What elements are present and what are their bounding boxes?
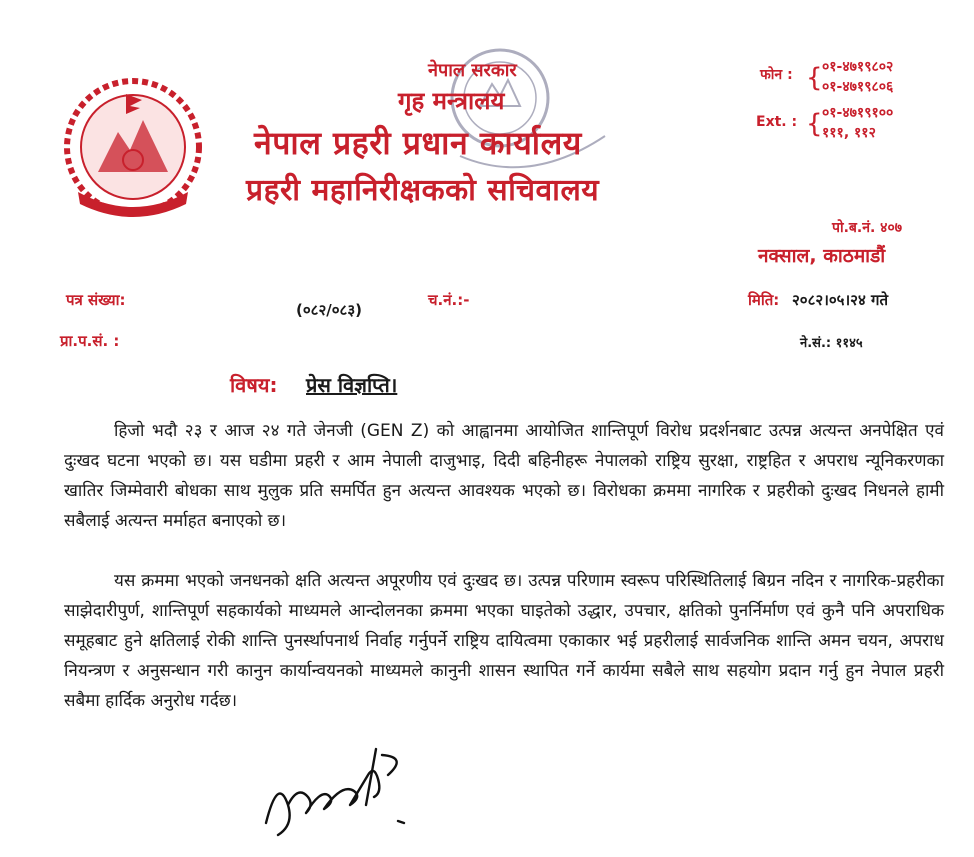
office-title: नेपाल प्रहरी प्रधान कार्यालय <box>254 124 582 162</box>
phone-label: फोन : <box>760 67 793 83</box>
govt-label: नेपाल सरकार <box>428 60 517 81</box>
ext-brace: { <box>806 109 823 139</box>
phone-1: ०१-४७१९८०२ <box>822 59 894 75</box>
ns-label: ने.सं.: ११४५ <box>800 336 863 351</box>
secretariat-title: प्रहरी महानिरीक्षकको सचिवालय <box>246 173 600 208</box>
body-paragraph-2 <box>64 566 944 716</box>
date-label: मिति: <box>748 291 780 309</box>
signature <box>258 735 428 845</box>
nepal-emblem <box>58 72 208 222</box>
ext-1: ०१-४७१९१०० <box>822 105 894 121</box>
body-paragraph-1 <box>64 416 944 536</box>
prapa-label: प्रा.प.सं. : <box>60 332 120 350</box>
ministry-label: गृह मन्त्रालय <box>398 87 505 115</box>
phone-brace: { <box>806 63 823 93</box>
po-box: पो.ब.नं. ४०७ <box>832 220 903 236</box>
body-text-2: यस क्रममा भएको जनधनको क्षति अत्यन्त अपूरणीय एवं दुःखद छ। उत्पन्न परिणाम स्वरूप परिस्थितिलाई बिग्रन नदिन र नागरिक-प्रहरीका साझेदारीपुर्ण, शान्तिपूर्ण सहकार्यको माध्यमले आन्दोलनका क्रममा भएका घाइतेको उद्धार, उपचार, क्षतिको पुनर्निर्माण एवं कुनै पनि अपराधिक समूहबाट हुने क्षतिलाई रोकी शान्ति पुनर्स्थापनार्थ निर्वाह गर्नुपर्ने राष्ट्रिय दायित्वमा एकाकार भई प्रहरीलाई सार्वजनिक शान्ति अमन चयन, अपराध नियन्त्रण र अनुसन्धान गरी कानुन कार्यान्वयनको माध्यमले कानुनी शासन स्थापित गर्ने कार्यमा सबैले साथ सहयोग प्रदान गर्नु हुन नेपाल प्रहरी सबैमा हार्दिक अनुरोध गर्दछ। <box>64 571 944 711</box>
address: नक्साल, काठमाडौं <box>758 245 886 267</box>
phone-2: ०१-४७१९८०६ <box>822 79 894 95</box>
date-value: २०८२।०५।२४ गते <box>792 291 888 309</box>
patra-label: पत्र संख्या: <box>66 291 126 309</box>
ext-label: Ext. : <box>756 114 798 130</box>
subject-label: विषय: <box>230 373 278 397</box>
ext-2: १११, ११२ <box>822 125 876 141</box>
patra-value: (०८२/०८३) <box>296 301 362 319</box>
body-text-1: हिजो भदौ २३ र आज २४ गते जेनजी (GEN Z) को आह्वानमा आयोजित शान्तिपूर्ण विरोध प्रदर्शनबाट उत्पन्न अत्यन्त अनपेक्षित एवं दुःखद घटना भएको छ। यस घडीमा प्रहरी र आम नेपाली दाजुभाइ, दिदी बहिनीहरू नेपालको राष्ट्रिय सुरक्षा, राष्ट्रहित र अपराध न्यूनिकरणका खातिर जिम्मेवारी बोधका साथ मुलुक प्रति समर्पित हुन अत्यन्त आवश्यक भएको छ। विरोधका क्रममा नागरिक र प्रहरीको दुःखद निधनले हामी सबैलाई अत्यन्त मर्माहत बनाएको छ। <box>64 421 944 531</box>
subject-value: प्रेस विज्ञप्ति। <box>306 373 398 397</box>
chalani-label: च.नं.:- <box>428 291 470 309</box>
